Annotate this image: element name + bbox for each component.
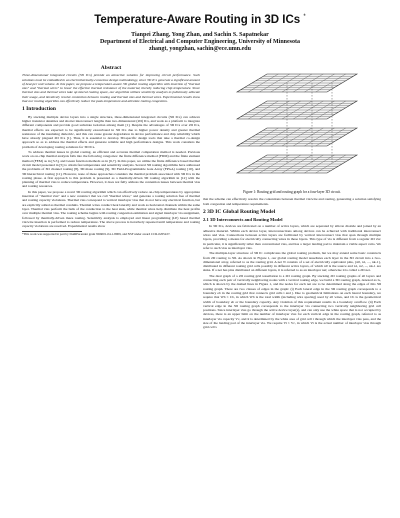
footnote-text: *This work was supported in part by DARPA under grant N66001-04-1-8909, and NSF under award CCR-0205227.: [22, 232, 171, 237]
right-paragraph-0: that the scheme can effectively resolve the contentions between thermal via/wire and routing, generating a solution satisfying both congestion and temperature requirements.: [203, 197, 381, 206]
title-footnote-mark: *: [303, 14, 306, 21]
section-2-1-heading: 2.1 3D Interconnects and Routing Model: [203, 217, 283, 223]
intro-paragraph-1: By stacking multiple device layers into a single structure, three-dimensional integrated circuits (3D ICs) can achieve higher transistor densities and shorter interconnect lengths than two-dimensional (2D) ICs, and work as a platform to integrate different components and provide good substrate isolation among them [1]. Despite the advantages of 3D ICs over 2D ICs, thermal effects are expected to be significantly exacerbated in 3D ICs due to higher power density and greater thermal resistance of the insulating dielectric, and this can cause greater degradation in device performance and chip reliability which have already plagued 2D ICs [1]. Thus, it is essential to develop 3D-specific design tools that take a thermal co-design approach so as to address the thermal effects and generate reliable and high performance designs. This work considers the problem of developing routing solutions for 3D ICs.: [22, 114, 200, 149]
routing-grid-diagram: [203, 66, 381, 188]
abstract-heading: Abstract: [100, 65, 122, 71]
affiliation: Department of Electrical and Computer Engineering, University of Minnesota: [99, 39, 301, 45]
footnote-mark: *: [22, 232, 24, 237]
section-2-1-paragraph-2: The multiple-layer structure of 3D IC complicates the global routing problem, but we may extend some basic constructs from 2D routing to 3D. As shown in Figure 1, our global routing model tessellates each layer in the 3D circuit into a two-dimensional array, referred to as the routing grid. A net N consists of a set of electrically equivalent pins, {n0, n1, ..., nk-1}, distributed in different routing grid cells possibly in different active layers, of which n0 is the source and n1, n2, ..., nk-1 are sinks. If a net has pins distributed on different layers, it is referred to as an interlayer net; otherwise it is called a 2D net.: [203, 251, 381, 273]
intro-paragraph-3: In this paper, we propose a novel 3D routing algorithm which can effectively reduce on-chip temperatures by appropriate insertion of "thermal vias" and a new construct that we call "thermal wires," and generate a routing solution free of thermal and routing capacity violations. Thermal vias correspond to vertical interlayer vias that do not have any electrical function, but are explicitly added as thermal conduits. Thermal wires conduct heat laterally and work as horizontal channels within the same layer. Thermal vias perform the bulk of the conduction to the heat sink, while thermal wires help distribute the heat profile over multiple thermal vias. The routing scheme begins with routing congestion estimation and signal interlayer via assignment, followed by thermally-driven maze routing. Sensitivity analysis is employed and linear programming (LP) based thermal via/wire insertion is performed to reduce temperature. The above process is iteratively repeated until temperature and routing capacity violations are resolved. Experimental results show: [22, 189, 201, 229]
abstract-text: Three-dimensional integrated circuits (3D ICs) provide an attractive solution for improving circuit performance. Such solutions must be embedded in an electrothermally-conscious design methodology, since 3D ICs generate a significant amount of heat per unit volume. In this paper, we propose a temperature-aware 3D global routing algorithm with insertion of "thermal vias" and "thermal wires" to lower the effective thermal resistance of the material, thereby reducing chip temperature. Since thermal vias and thermal wires take up lateral routing space, our algorithm utilizes sensitivity analysis to judiciously allocate their usage, and iteratively resolve contention between routing and thermal vias and thermal wires. Experimental results show that our routing algorithm can effectively reduce the peak temperature and alleviate routing congestion.: [22, 73, 200, 104]
left-column: [22, 66, 200, 237]
author-emails: zhangt, yongzhan, sachin@ece.umn.edu: [149, 46, 251, 52]
figure-caption: Figure 1: Routing grid and routing graph for a four-layer 3D circuit.: [243, 190, 341, 194]
author-block: [0, 32, 400, 53]
intro-paragraph-2: To address thermal issues in global routing, an efficient and accurate thermal computation method is needed. Previous work on on-chip thermal analysis falls into the following categories: the finite difference method (FDM) and the finite element method (FEM) as in [3-5], and Green function methods as in [6,7]. In this paper, we utilize the finite difference based thermal circuit model presented in [5] to obtain fast temperature and sensitivity analysis. Several 3D routing algorithms have addressed the problems of 3D channel routing [8], 3D maze routing [9], 3D Field-Programmable Gate Array (FPGA) routing [10], and 3D hierarchical routing [11]. However, none of these approaches considers the thermal problem associated with 3D ICs in the routing phase. A first approach to this problem is presented as a thermally-driven 3D routing algorithm in [12] with the planning of thermal vias to reduce temperature. However, it does not fully address the contention issues between thermal vias and routing resources.: [22, 150, 200, 189]
section-2-heading: 2 3D IC Global Routing Model: [203, 208, 276, 215]
figure-routing-grid: [203, 66, 381, 188]
paper-title: Temperature-Aware Routing in 3D ICs *: [94, 14, 306, 26]
right-column: [203, 66, 381, 331]
intro-heading: 1 Introduction: [22, 106, 56, 113]
author-names: Tianpei Zhang, Yong Zhan, and Sachin S. Sapatnekar: [131, 32, 269, 38]
section-2-1-paragraph-3: The dual graph of a 2D routing grid tessellation is a 2D routing graph. By stacking 2D routing graphs of all layers and connecting each pair of vertically neighboring nodes with a vertical routing edge, we build a 3D routing graph, denoted as G, which is shown by the dashed lines in Figure 1, and the nodes for each net are to be determined along the edges of this 3D routing graph. There are two classes of edges in the graph: (i) Each lateral edge in the 3D routing graph corresponds to a boundary eb in the routing grid that connects grid cells i and j. Due to geometrical limitations on each lateral boundary, we require that Wb ≤ Cb, in which Wb is the total width (including wire spacing) used by all wires, and Cb is the geometrical width of boundary eb or the boundary capacity. Any violation of this requirement results in a boundary overflow. (ii) Each vertical edge in the 3D routing graph corresponds to the interlayer via connecting two vertically neighboring grid cell positions. Since interlayer vias go through the active device layer(s), and can only use the white space that is not occupied by devices, there is an upper limit on the number of interlayer vias for each vertical edge in the routing graph, referred to as interlayer via capacity Vc, and it is determined by the white area of grid cell i through which the interlayer vias pass, and the size of the landing pad of the interlayer via. We require Vi ≤ Vc, in which Vi is the actual number of interlayer vias through grid cell i.: [203, 273, 381, 330]
section-2-1-paragraph-1: In 3D ICs, devices are fabricated on a number of active layers, which are separated by silicon dioxide and joined by an adhesive material. Within each device layer, interconnections among devices can be achieved with traditional interconnect wires and vias. Connections between active layers are facilitated by vertical interconnect vias that span through multiple layers, providing a means for electrically connecting wires in these layers. This type of via is different from a regular 2D via: in particular, it is significantly taller than conventional vias, and has a larger landing pad to maintain a viable aspect ratio. We refer to such vias as interlayer vias.: [203, 224, 381, 250]
